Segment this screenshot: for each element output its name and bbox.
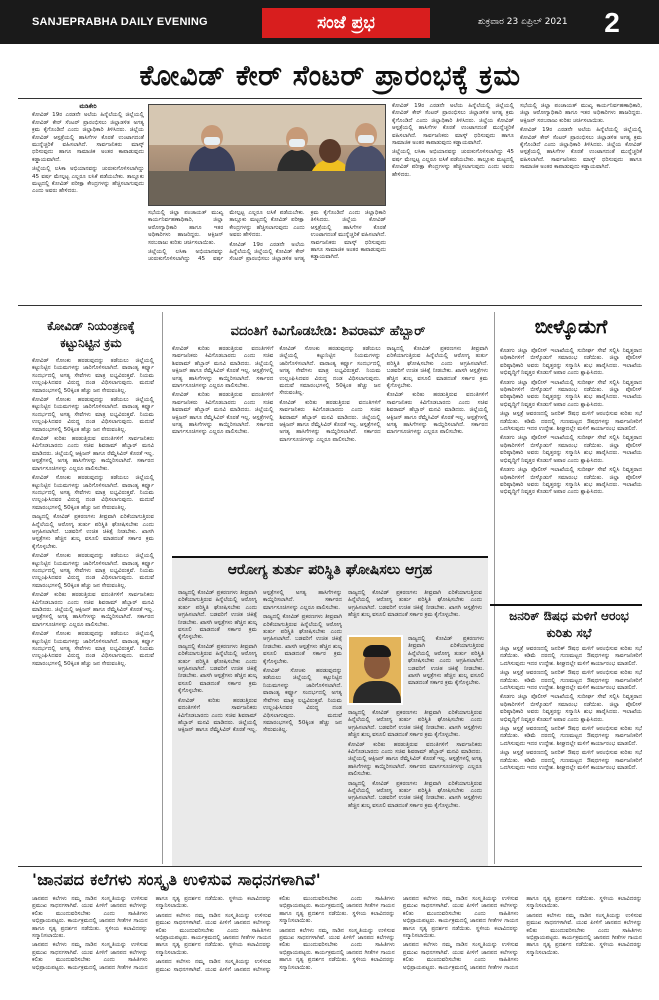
story-text: ಕೋವಿಡ್ ಕುರಿತು ಹರಡುತ್ತಿರುವ ವದಂತಿಗಳಿಗೆ ಸಾರ್ವಜನಿಕರು ಕಿವಿಗೊಡಬಾರದು ಎಂದು ಸಚಿವ ಶಿವರಾಮ್ ಹೆಬ್ಬಾರ್ ಮನವಿ ಮಾಡಿದರು. ಜಿಲ್ಲೆಯಲ್ಲಿ ಆಕ್ಸಿಜನ್ ಹಾಗೂ ರೆಮ್ಡೆಸಿವಿರ್ ಕೊರತೆ ಇಲ್ಲ. ಆಸ್ಪತ್ರೆಗಳಲ್ಲಿ ಅಗತ್ಯ ಹಾಸಿಗೆಗಳನ್ನು ಕಾಯ್ದಿರಿಸಲಾಗಿದೆ. ಸರ್ಕಾರದ ಮಾರ್ಗಸೂಚಿಗಳನ್ನು ಎಲ್ಲರೂ ಪಾಲಿಸಬೇಕು.: [172, 346, 274, 390]
story-text: ಜಿಲ್ಲಾ ಆಸ್ಪತ್ರೆ ಆವರಣದಲ್ಲಿ ಜನರಿಕ್ ಔಷಧ ಮಳಿಗೆ ಆರಂಭಿಸುವ ಕುರಿತು ಸಭೆ ನಡೆಯಿತು. ಕಡಿಮೆ ದರದಲ್ಲಿ ಗುಣಮಟ್ಟದ ಔಷಧಗಳನ್ನು ಸಾರ್ವಜನಿಕರಿಗೆ ಒದಗಿಸುವುದು ಇದರ ಉದ್ದೇಶ. ಶೀಘ್ರದಲ್ಲೇ ಮಳಿಗೆ ಕಾರ್ಯಾರಂಭ ಮಾಡಲಿದೆ.: [500, 411, 642, 433]
story-body-health-left: [178, 590, 342, 860]
paper-name: SANJEPRABHA DAILY EVENING: [32, 16, 208, 28]
photo-head: [319, 139, 341, 163]
lead-headline: ಕೋವಿಡ್ ಕೇರ್ ಸೆಂಟರ್ ಪ್ರಾರಂಭಕ್ಕೆ ಕ್ರಮ: [139, 59, 521, 92]
photo-mask: [289, 139, 305, 147]
story-body-rumours: [172, 346, 488, 550]
meeting-photo: [148, 104, 386, 206]
lead-body-mid: ಸಭೆಯಲ್ಲಿ ಜಿಲ್ಲಾ ಪಂಚಾಯತ್ ಮುಖ್ಯ ಕಾರ್ಯನಿರ್ವಹಣಾಧಿಕಾರಿ, ಜಿಲ್ಲಾ ಆರೋಗ್ಯಾಧಿಕಾರಿ ಹಾಗೂ ಇತರ ಅಧಿಕಾರಿಗಳು ಹಾಜರಿದ್ದರು. ಆಕ್ಸಿಜನ್ ಸರಬರಾಜು ಕುರಿತು ಚರ್ಚಿಸಲಾಯಿತು.: [148, 210, 224, 246]
story-text: ರಾಜ್ಯದಲ್ಲಿ ಕೋವಿಡ್ ಪ್ರಕರಣಗಳು ತೀವ್ರವಾಗಿ ಏರಿಕೆಯಾಗುತ್ತಿರುವ ಹಿನ್ನೆಲೆಯಲ್ಲಿ ಆರೋಗ್ಯ ತುರ್ತು ಪರಿಸ್ಥಿತಿ ಘೋಷಿಸಬೇಕು ಎಂದು ಆಗ್ರಹಿಸಲಾಗಿದೆ. ಬಡವರಿಗೆ ಉಚಿತ ಚಿಕಿತ್ಸೆ ನೀಡಬೇಕು. ಖಾಸಗಿ ಆಸ್ಪತ್ರೆಗಳು ಹೆಚ್ಚಿನ ಶುಲ್ಕ ವಸೂಲಿ ಮಾಡದಂತೆ ಸರ್ಕಾರ ಕ್ರಮ ಕೈಗೊಳ್ಳಬೇಕು.: [348, 780, 482, 809]
story-body-health-right-top: [348, 590, 482, 632]
story-text: ಕೋವಿಡ್ ಕುರಿತು ಹರಡುತ್ತಿರುವ ವದಂತಿಗಳಿಗೆ ಸಾರ್ವಜನಿಕರು ಕಿವಿಗೊಡಬಾರದು ಎಂದು ಸಚಿವ ಶಿವರಾಮ್ ಹೆಬ್ಬಾರ್ ಮನವಿ ಮಾಡಿದರು. ಜಿಲ್ಲೆಯಲ್ಲಿ ಆಕ್ಸಿಜನ್ ಹಾಗೂ ರೆಮ್ಡೆಸಿವಿರ್ ಕೊರತೆ ಇಲ್ಲ. ಆಸ್ಪತ್ರೆಗಳಲ್ಲಿ ಅಗತ್ಯ ಹಾಸಿಗೆಗಳನ್ನು ಕಾಯ್ದಿರಿಸಲಾಗಿದೆ. ಸರ್ಕಾರದ ಮಾರ್ಗಸೂಚಿಗಳನ್ನು ಎಲ್ಲರೂ ಪಾಲಿಸಬೇಕು.: [178, 590, 342, 734]
divider: [18, 98, 642, 99]
story-body-health-right-mid: [408, 636, 484, 706]
story-body-health-right-bottom: [348, 710, 482, 860]
lead-column-1: [32, 103, 144, 299]
story-text: ಕೊಡಗು ಜಿಲ್ಲಾ ಪೊಲೀಸ್ ಇಲಾಖೆಯಲ್ಲಿ ಸುದೀರ್ಘ ಸೇವೆ ಸಲ್ಲಿಸಿ ನಿವೃತ್ತರಾದ ಅಧಿಕಾರಿಗಳಿಗೆ ಬೀಳ್ಕೊಡುಗೆ ಸಮಾರಂಭ ನಡೆಯಿತು. ಜಿಲ್ಲಾ ಪೊಲೀಸ್ ವರಿಷ್ಠಾಧಿಕಾರಿ ಅವರು ನಿವೃತ್ತರನ್ನು ಸನ್ಮಾನಿಸಿ ಶುಭ ಹಾರೈಸಿದರು. ಇಲಾಖೆಯ ಅಭಿವೃದ್ಧಿಗೆ ನಿವೃತ್ತರ ಕೊಡುಗೆ ಅಪಾರ ಎಂದು ಶ್ಲಾಘಿಸಿದರು.: [500, 379, 642, 408]
lead-column-mid: [148, 210, 386, 300]
story-text: ಕೋವಿಡ್ ಕುರಿತು ಹರಡುತ್ತಿರುವ ವದಂತಿಗಳಿಗೆ ಸಾರ್ವಜನಿಕರು ಕಿವಿಗೊಡಬಾರದು ಎಂದು ಸಚಿವ ಶಿವರಾಮ್ ಹೆಬ್ಬಾರ್ ಮನವಿ ಮಾಡಿದರು. ಜಿಲ್ಲೆಯಲ್ಲಿ ಆಕ್ಸಿಜನ್ ಹಾಗೂ ರೆಮ್ಡೆಸಿವಿರ್ ಕೊರತೆ ಇಲ್ಲ. ಆಸ್ಪತ್ರೆಗಳಲ್ಲಿ ಅಗತ್ಯ ಹಾಸಿಗೆಗಳನ್ನು ಕಾಯ್ದಿರಿಸಲಾಗಿದೆ. ಸರ್ಕಾರದ ಮಾರ್ಗಸೂಚಿಗಳನ್ನು ಎಲ್ಲರೂ ಪಾಲಿಸಬೇಕು.: [348, 741, 482, 778]
story-text: ಕೋವಿಡ್ ಸೋಂಕು ಹರಡುವುದನ್ನು ತಡೆಯಲು ಜಿಲ್ಲೆಯಲ್ಲಿ ಕಟ್ಟುನಿಟ್ಟಿನ ನಿಯಮಗಳನ್ನು ಜಾರಿಗೊಳಿಸಲಾಗಿದೆ. ವಾರಾಂತ್ಯ ಕರ್ಫ್ಯೂ ಸಂದರ್ಭದಲ್ಲಿ ಅಗತ್ಯ ಸೇವೆಗಳು ಮಾತ್ರ ಲಭ್ಯವಿರುತ್ತವೆ. ನಿಯಮ ಉಲ್ಲಂಘಿಸಿದವರ ವಿರುದ್ಧ ದಂಡ ವಿಧಿಸಲಾಗುವುದು. ಮದುವೆ ಸಮಾರಂಭಗಳಲ್ಲಿ 50ಕ್ಕಿಂತ ಹೆಚ್ಚು ಜನ ಸೇರುವಂತಿಲ್ಲ.: [32, 631, 154, 667]
story-text: ಕೊಡಗು ಜಿಲ್ಲಾ ಪೊಲೀಸ್ ಇಲಾಖೆಯಲ್ಲಿ ಸುದೀರ್ಘ ಸೇವೆ ಸಲ್ಲಿಸಿ ನಿವೃತ್ತರಾದ ಅಧಿಕಾರಿಗಳಿಗೆ ಬೀಳ್ಕೊಡುಗೆ ಸಮಾರಂಭ ನಡೆಯಿತು. ಜಿಲ್ಲಾ ಪೊಲೀಸ್ ವರಿಷ್ಠಾಧಿಕಾರಿ ಅವರು ನಿವೃತ್ತರನ್ನು ಸನ್ಮಾನಿಸಿ ಶುಭ ಹಾರೈಸಿದರು. ಇಲಾಖೆಯ ಅಭಿವೃದ್ಧಿಗೆ ನಿವೃತ್ತರ ಕೊಡುಗೆ ಅಪಾರ ಎಂದು ಶ್ಲಾಘಿಸಿದರು.: [500, 348, 642, 377]
story-text: ಜಾನಪದ ಕಲೆಗಳು ನಮ್ಮ ನಾಡಿನ ಸಂಸ್ಕೃತಿಯನ್ನು ಉಳಿಸುವ ಪ್ರಮುಖ ಸಾಧನಗಳಾಗಿವೆ. ಯುವ ಪೀಳಿಗೆ ಜಾನಪದ ಕಲೆಗಳನ್ನು ಕಲಿತು ಮುಂದುವರಿಸಬೇಕು ಎಂದು ಸಾಹಿತಿಗಳು ಅಭಿಪ್ರಾಯಪಟ್ಟರು. ಕಾರ್ಯಕ್ರಮದಲ್ಲಿ ಜಾನಪದ ಗೀತೆಗಳ ಗಾಯನ ಹಾಗೂ ನೃತ್ಯ ಪ್ರದರ್ಶನ ನಡೆಯಿತು. ಸ್ಥಳೀಯ ಕಲಾವಿದರನ್ನು ಸನ್ಮಾನಿಸಲಾಯಿತು.: [402, 896, 519, 940]
story-body-generic-medicine: [500, 646, 642, 860]
photo-mask: [358, 135, 374, 143]
story-headline-generic-medicine: ಜನರಿಕ್ ಔಷಧ ಮಳಿಗೆ ಆರಂಭ ಕುರಿತು ಸಭೆ: [509, 609, 629, 640]
story-text: ಕೋವಿಡ್ ಕುರಿತು ಹರಡುತ್ತಿರುವ ವದಂತಿಗಳಿಗೆ ಸಾರ್ವಜನಿಕರು ಕಿವಿಗೊಡಬಾರದು ಎಂದು ಸಚಿವ ಶಿವರಾಮ್ ಹೆಬ್ಬಾರ್ ಮನವಿ ಮಾಡಿದರು. ಜಿಲ್ಲೆಯಲ್ಲಿ ಆಕ್ಸಿಜನ್ ಹಾಗೂ ರೆಮ್ಡೆಸಿವಿರ್ ಕೊರತೆ ಇಲ್ಲ. ಆಸ್ಪತ್ರೆಗಳಲ್ಲಿ ಅಗತ್ಯ ಹಾಸಿಗೆಗಳನ್ನು ಕಾಯ್ದಿರಿಸಲಾಗಿದೆ. ಸರ್ಕಾರದ ಮಾರ್ಗಸೂಚಿಗಳನ್ನು ಎಲ್ಲರೂ ಪಾಲಿಸಬೇಕು.: [32, 436, 154, 472]
story-text: ಜಾನಪದ ಕಲೆಗಳು ನಮ್ಮ ನಾಡಿನ ಸಂಸ್ಕೃತಿಯನ್ನು ಉಳಿಸುವ ಪ್ರಮುಖ ಸಾಧನಗಳಾಗಿವೆ. ಯುವ ಪೀಳಿಗೆ ಜಾನಪದ ಕಲೆಗಳನ್ನು ಕಲಿತು ಮುಂದುವರಿಸಬೇಕು ಎಂದು ಸಾಹಿತಿಗಳು ಅಭಿಪ್ರಾಯಪಟ್ಟರು. ಕಾರ್ಯಕ್ರಮದಲ್ಲಿ ಜಾನಪದ ಗೀತೆಗಳ ಗಾಯನ ಹಾಗೂ ನೃತ್ಯ ಪ್ರದರ್ಶನ ನಡೆಯಿತು. ಸ್ಥಳೀಯ ಕಲಾವಿದರನ್ನು ಸನ್ಮಾನಿಸಲಾಯಿತು.: [155, 912, 272, 956]
column-rule: [162, 312, 163, 864]
story-text: ಜಿಲ್ಲಾ ಆಸ್ಪತ್ರೆ ಆವರಣದಲ್ಲಿ ಜನರಿಕ್ ಔಷಧ ಮಳಿಗೆ ಆರಂಭಿಸುವ ಕುರಿತು ಸಭೆ ನಡೆಯಿತು. ಕಡಿಮೆ ದರದಲ್ಲಿ ಗುಣಮಟ್ಟದ ಔಷಧಗಳನ್ನು ಸಾರ್ವಜನಿಕರಿಗೆ ಒದಗಿಸುವುದು ಇದರ ಉದ್ದೇಶ. ಶೀಘ್ರದಲ್ಲೇ ಮಳಿಗೆ ಕಾರ್ಯಾರಂಭ ಮಾಡಲಿದೆ.: [500, 670, 642, 692]
story-text: ಕೋವಿಡ್ ಸೋಂಕು ಹರಡುವುದನ್ನು ತಡೆಯಲು ಜಿಲ್ಲೆಯಲ್ಲಿ ಕಟ್ಟುನಿಟ್ಟಿನ ನಿಯಮಗಳನ್ನು ಜಾರಿಗೊಳಿಸಲಾಗಿದೆ. ವಾರಾಂತ್ಯ ಕರ್ಫ್ಯೂ ಸಂದರ್ಭದಲ್ಲಿ ಅಗತ್ಯ ಸೇವೆಗಳು ಮಾತ್ರ ಲಭ್ಯವಿರುತ್ತವೆ. ನಿಯಮ ಉಲ್ಲಂಘಿಸಿದವರ ವಿರುದ್ಧ ದಂಡ ವಿಧಿಸಲಾಗುವುದು. ಮದುವೆ ಸಮಾರಂಭಗಳಲ್ಲಿ 50ಕ್ಕಿಂತ ಹೆಚ್ಚು ಜನ ಸೇರುವಂತಿಲ್ಲ.: [32, 358, 154, 394]
story-text: ಜಿಲ್ಲಾ ಆಸ್ಪತ್ರೆ ಆವರಣದಲ್ಲಿ ಜನರಿಕ್ ಔಷಧ ಮಳಿಗೆ ಆರಂಭಿಸುವ ಕುರಿತು ಸಭೆ ನಡೆಯಿತು. ಕಡಿಮೆ ದರದಲ್ಲಿ ಗುಣಮಟ್ಟದ ಔಷಧಗಳನ್ನು ಸಾರ್ವಜನಿಕರಿಗೆ ಒದಗಿಸುವುದು ಇದರ ಉದ್ದೇಶ. ಶೀಘ್ರದಲ್ಲೇ ಮಳಿಗೆ ಕಾರ್ಯಾರಂಭ ಮಾಡಲಿದೆ.: [500, 750, 642, 772]
story-text: ಜಾನಪದ ಕಲೆಗಳು ನಮ್ಮ ನಾಡಿನ ಸಂಸ್ಕೃತಿಯನ್ನು ಉಳಿಸುವ ಪ್ರಮುಖ ಸಾಧನಗಳಾಗಿವೆ. ಯುವ ಪೀಳಿಗೆ ಜಾನಪದ ಕಲೆಗಳನ್ನು ಕಲಿತು ಮುಂದುವರಿಸಬೇಕು ಎಂದು ಸಾಹಿತಿಗಳು ಅಭಿಪ್ರಾಯಪಟ್ಟರು. ಕಾರ್ಯಕ್ರಮದಲ್ಲಿ ಜಾನಪದ ಗೀತೆಗಳ ಗಾಯನ ಹಾಗೂ ನೃತ್ಯ ಪ್ರದರ್ಶನ ನಡೆಯಿತು. ಸ್ಥಳೀಯ ಕಲಾವಿದರನ್ನು ಸನ್ಮಾನಿಸಲಾಯಿತು.: [32, 896, 148, 940]
story-text: ಕೊಡಗು ಜಿಲ್ಲಾ ಪೊಲೀಸ್ ಇಲಾಖೆಯಲ್ಲಿ ಸುದೀರ್ಘ ಸೇವೆ ಸಲ್ಲಿಸಿ ನಿವೃತ್ತರಾದ ಅಧಿಕಾರಿಗಳಿಗೆ ಬೀಳ್ಕೊಡುಗೆ ಸಮಾರಂಭ ನಡೆಯಿತು. ಜಿಲ್ಲಾ ಪೊಲೀಸ್ ವರಿಷ್ಠಾಧಿಕಾರಿ ಅವರು ನಿವೃತ್ತರನ್ನು ಸನ್ಮಾನಿಸಿ ಶುಭ ಹಾರೈಸಿದರು. ಇಲಾಖೆಯ ಅಭಿವೃದ್ಧಿಗೆ ನಿವೃತ್ತರ ಕೊಡುಗೆ ಅಪಾರ ಎಂದು ಶ್ಲಾಘಿಸಿದರು.: [500, 694, 642, 723]
story-text: ರಾಜ್ಯದಲ್ಲಿ ಕೋವಿಡ್ ಪ್ರಕರಣಗಳು ತೀವ್ರವಾಗಿ ಏರಿಕೆಯಾಗುತ್ತಿರುವ ಹಿನ್ನೆಲೆಯಲ್ಲಿ ಆರೋಗ್ಯ ತುರ್ತು ಪರಿಸ್ಥಿತಿ ಘೋಷಿಸಬೇಕು ಎಂದು ಆಗ್ರಹಿಸಲಾಗಿದೆ. ಬಡವರಿಗೆ ಉಚಿತ ಚಿಕಿತ್ಸೆ ನೀಡಬೇಕು. ಖಾಸಗಿ ಆಸ್ಪತ್ರೆಗಳು ಹೆಚ್ಚಿನ ಶುಲ್ಕ ವಸೂಲಿ ಮಾಡದಂತೆ ಸರ್ಕಾರ ಕ್ರಮ ಕೈಗೊಳ್ಳಬೇಕು.: [263, 614, 342, 665]
lead-column-right: [392, 103, 642, 299]
photo-mask: [204, 137, 220, 145]
story-text: ರಾಜ್ಯದಲ್ಲಿ ಕೋವಿಡ್ ಪ್ರಕರಣಗಳು ತೀವ್ರವಾಗಿ ಏರಿಕೆಯಾಗುತ್ತಿರುವ ಹಿನ್ನೆಲೆಯಲ್ಲಿ ಆರೋಗ್ಯ ತುರ್ತು ಪರಿಸ್ಥಿತಿ ಘೋಷಿಸಬೇಕು ಎಂದು ಆಗ್ರಹಿಸಲಾಗಿದೆ. ಬಡವರಿಗೆ ಉಚಿತ ಚಿಕಿತ್ಸೆ ನೀಡಬೇಕು. ಖಾಸಗಿ ಆಸ್ಪತ್ರೆಗಳು ಹೆಚ್ಚಿನ ಶುಲ್ಕ ವಸೂಲಿ ಮಾಡದಂತೆ ಸರ್ಕಾರ ಕ್ರಮ ಕೈಗೊಳ್ಳಬೇಕು.: [348, 590, 482, 619]
story-body-folk-arts: [32, 896, 642, 992]
story-text: ಜಾನಪದ ಕಲೆಗಳು ನಮ್ಮ ನಾಡಿನ ಸಂಸ್ಕೃತಿಯನ್ನು ಉಳಿಸುವ ಪ್ರಮುಖ ಸಾಧನಗಳಾಗಿವೆ. ಯುವ ಪೀಳಿಗೆ ಜಾನಪದ ಕಲೆಗಳನ್ನು ಕಲಿತು ಮುಂದುವರಿಸಬೇಕು ಎಂದು ಸಾಹಿತಿಗಳು ಅಭಿಪ್ರಾಯಪಟ್ಟರು. ಕಾರ್ಯಕ್ರಮದಲ್ಲಿ ಜಾನಪದ ಗೀತೆಗಳ ಗಾಯನ ಹಾಗೂ ನೃತ್ಯ ಪ್ರದರ್ಶನ ನಡೆಯಿತು. ಸ್ಥಳೀಯ ಕಲಾವಿದರನ್ನು ಸನ್ಮಾನಿಸಲಾಯಿತು.: [526, 912, 642, 956]
story-text: ರಾಜ್ಯದಲ್ಲಿ ಕೋವಿಡ್ ಪ್ರಕರಣಗಳು ತೀವ್ರವಾಗಿ ಏರಿಕೆಯಾಗುತ್ತಿರುವ ಹಿನ್ನೆಲೆಯಲ್ಲಿ ಆರೋಗ್ಯ ತುರ್ತು ಪರಿಸ್ಥಿತಿ ಘೋಷಿಸಬೇಕು ಎಂದು ಆಗ್ರಹಿಸಲಾಗಿದೆ. ಬಡವರಿಗೆ ಉಚಿತ ಚಿಕಿತ್ಸೆ ನೀಡಬೇಕು. ಖಾಸಗಿ ಆಸ್ಪತ್ರೆಗಳು ಹೆಚ್ಚಿನ ಶುಲ್ಕ ವಸೂಲಿ ಮಾಡದಂತೆ ಸರ್ಕಾರ ಕ್ರಮ ಕೈಗೊಳ್ಳಬೇಕು.: [32, 514, 154, 550]
story-text: ಕೊಡಗು ಜಿಲ್ಲಾ ಪೊಲೀಸ್ ಇಲಾಖೆಯಲ್ಲಿ ಸುದೀರ್ಘ ಸೇವೆ ಸಲ್ಲಿಸಿ ನಿವೃತ್ತರಾದ ಅಧಿಕಾರಿಗಳಿಗೆ ಬೀಳ್ಕೊಡುಗೆ ಸಮಾರಂಭ ನಡೆಯಿತು. ಜಿಲ್ಲಾ ಪೊಲೀಸ್ ವರಿಷ್ಠಾಧಿಕಾರಿ ಅವರು ನಿವೃತ್ತರನ್ನು ಸನ್ಮಾನಿಸಿ ಶುಭ ಹಾರೈಸಿದರು. ಇಲಾಖೆಯ ಅಭಿವೃದ್ಧಿಗೆ ನಿವೃತ್ತರ ಕೊಡುಗೆ ಅಪಾರ ಎಂದು ಶ್ಲಾಘಿಸಿದರು.: [500, 467, 642, 496]
story-headline-covid-rules: ಕೋವಿಡ್ ನಿಯಂತ್ರಣಕ್ಕೆ ಕಟ್ಟುನಿಟ್ಟಿನ ಕ್ರಮ: [47, 319, 135, 350]
portrait-shirt: [353, 681, 401, 705]
lead-body-mid-3: ಕೋವಿಡ್ 19ರ ಎರಡನೇ ಅಲೆಯ ಹಿನ್ನೆಲೆಯಲ್ಲಿ ಜಿಲ್ಲೆಯಲ್ಲಿ ಕೋವಿಡ್ ಕೇರ್ ಸೆಂಟರ್ ಪ್ರಾರಂಭಿಸಲು ಜಿಲ್ಲಾಡಳಿತ ಅಗತ್ಯ ಕ್ರಮ ಕೈಗೊಂಡಿದೆ ಎಂದು ಜಿಲ್ಲಾಧಿಕಾರಿ ತಿಳಿಸಿದರು. ಜಿಲ್ಲೆಯ ಕೋವಿಡ್ ಆಸ್ಪತ್ರೆಯಲ್ಲಿ ಹಾಸಿಗೆಗಳ ಕೊರತೆ ಉಂಟಾಗದಂತೆ ಮುನ್ನೆಚ್ಚರಿಕೆ ವಹಿಸಲಾಗಿದೆ. ಸಾರ್ವಜನಿಕರು ಮಾಸ್ಕ್ ಧರಿಸುವುದು ಹಾಗೂ ಸಾಮಾಜಿಕ ಅಂತರ ಕಾಪಾಡುವುದು ಕಡ್ಡಾಯವಾಗಿದೆ.: [229, 210, 386, 263]
logo-text: ಸಂಜೆ ಪ್ರಭ: [317, 13, 375, 33]
story-text: ಕೊಡಗು ಜಿಲ್ಲಾ ಪೊಲೀಸ್ ಇಲಾಖೆಯಲ್ಲಿ ಸುದೀರ್ಘ ಸೇವೆ ಸಲ್ಲಿಸಿ ನಿವೃತ್ತರಾದ ಅಧಿಕಾರಿಗಳಿಗೆ ಬೀಳ್ಕೊಡುಗೆ ಸಮಾರಂಭ ನಡೆಯಿತು. ಜಿಲ್ಲಾ ಪೊಲೀಸ್ ವರಿಷ್ಠಾಧಿಕಾರಿ ಅವರು ನಿವೃತ್ತರನ್ನು ಸನ್ಮಾನಿಸಿ ಶುಭ ಹಾರೈಸಿದರು. ಇಲಾಖೆಯ ಅಭಿವೃದ್ಧಿಗೆ ನಿವೃತ್ತರ ಕೊಡುಗೆ ಅಪಾರ ಎಂದು ಶ್ಲಾಘಿಸಿದರು.: [500, 435, 642, 464]
column-rule: [494, 312, 495, 864]
lead-body-right: ಕೋವಿಡ್ 19ರ ಎರಡನೇ ಅಲೆಯ ಹಿನ್ನೆಲೆಯಲ್ಲಿ ಜಿಲ್ಲೆಯಲ್ಲಿ ಕೋವಿಡ್ ಕೇರ್ ಸೆಂಟರ್ ಪ್ರಾರಂಭಿಸಲು ಜಿಲ್ಲಾಡಳಿತ ಅಗತ್ಯ ಕ್ರಮ ಕೈಗೊಂಡಿದೆ ಎಂದು ಜಿಲ್ಲಾಧಿಕಾರಿ ತಿಳಿಸಿದರು. ಜಿಲ್ಲೆಯ ಕೋವಿಡ್ ಆಸ್ಪತ್ರೆಯಲ್ಲಿ ಹಾಸಿಗೆಗಳ ಕೊರತೆ ಉಂಟಾಗದಂತೆ ಮುನ್ನೆಚ್ಚರಿಕೆ ವಹಿಸಲಾಗಿದೆ. ಸಾರ್ವಜನಿಕರು ಮಾಸ್ಕ್ ಧರಿಸುವುದು ಹಾಗೂ ಸಾಮಾಜಿಕ ಅಂತರ ಕಾಪಾಡುವುದು ಕಡ್ಡಾಯವಾಗಿದೆ.: [392, 103, 514, 147]
lead-body-mid-2: ಜಿಲ್ಲೆಯಲ್ಲಿ ಲಸಿಕಾ ಅಭಿಯಾನವನ್ನು ಚುರುಕುಗೊಳಿಸಲಾಗಿದ್ದು 45 ವರ್ಷ ಮೇಲ್ಪಟ್ಟ ಎಲ್ಲರೂ ಲಸಿಕೆ ಪಡೆಯಬೇಕು. ತಾಲ್ಲೂಕು ಮಟ್ಟದಲ್ಲಿ ಕೋವಿಡ್ ಪರೀಕ್ಷಾ ಕೇಂದ್ರಗಳನ್ನು ಹೆಚ್ಚಿಸಲಾಗುವುದು ಎಂದು ಅವರು ಹೇಳಿದರು.: [148, 210, 305, 263]
page-number: 2: [604, 7, 620, 38]
story-text: ಜಿಲ್ಲಾ ಆಸ್ಪತ್ರೆ ಆವರಣದಲ್ಲಿ ಜನರಿಕ್ ಔಷಧ ಮಳಿಗೆ ಆರಂಭಿಸುವ ಕುರಿತು ಸಭೆ ನಡೆಯಿತು. ಕಡಿಮೆ ದರದಲ್ಲಿ ಗುಣಮಟ್ಟದ ಔಷಧಗಳನ್ನು ಸಾರ್ವಜನಿಕರಿಗೆ ಒದಗಿಸುವುದು ಇದರ ಉದ್ದೇಶ. ಶೀಘ್ರದಲ್ಲೇ ಮಳಿಗೆ ಕಾರ್ಯಾರಂಭ ಮಾಡಲಿದೆ.: [500, 726, 642, 747]
masthead: [0, 0, 659, 44]
story-text: ರಾಜ್ಯದಲ್ಲಿ ಕೋವಿಡ್ ಪ್ರಕರಣಗಳು ತೀವ್ರವಾಗಿ ಏರಿಕೆಯಾಗುತ್ತಿರುವ ಹಿನ್ನೆಲೆಯಲ್ಲಿ ಆರೋಗ್ಯ ತುರ್ತು ಪರಿಸ್ಥಿತಿ ಘೋಷಿಸಬೇಕು ಎಂದು ಆಗ್ರಹಿಸಲಾಗಿದೆ. ಬಡವರಿಗೆ ಉಚಿತ ಚಿಕಿತ್ಸೆ ನೀಡಬೇಕು. ಖಾಸಗಿ ಆಸ್ಪತ್ರೆಗಳು ಹೆಚ್ಚಿನ ಶುಲ್ಕ ವಸೂಲಿ ಮಾಡದಂತೆ ಸರ್ಕಾರ ಕ್ರಮ ಕೈಗೊಳ್ಳಬೇಕು.: [386, 346, 488, 390]
story-text: ಕೋವಿಡ್ ಕುರಿತು ಹರಡುತ್ತಿರುವ ವದಂತಿಗಳಿಗೆ ಸಾರ್ವಜನಿಕರು ಕಿವಿಗೊಡಬಾರದು ಎಂದು ಸಚಿವ ಶಿವರಾಮ್ ಹೆಬ್ಬಾರ್ ಮನವಿ ಮಾಡಿದರು. ಜಿಲ್ಲೆಯಲ್ಲಿ ಆಕ್ಸಿಜನ್ ಹಾಗೂ ರೆಮ್ಡೆಸಿವಿರ್ ಕೊರತೆ ಇಲ್ಲ. ಆಸ್ಪತ್ರೆಗಳಲ್ಲಿ ಅಗತ್ಯ ಹಾಸಿಗೆಗಳನ್ನು ಕಾಯ್ದಿರಿಸಲಾಗಿದೆ. ಸರ್ಕಾರದ ಮಾರ್ಗಸೂಚಿಗಳನ್ನು ಎಲ್ಲರೂ ಪಾಲಿಸಬೇಕು.: [386, 392, 488, 436]
author-portrait: [347, 635, 403, 705]
story-text: ಕೋವಿಡ್ ಕುರಿತು ಹರಡುತ್ತಿರುವ ವದಂತಿಗಳಿಗೆ ಸಾರ್ವಜನಿಕರು ಕಿವಿಗೊಡಬಾರದು ಎಂದು ಸಚಿವ ಶಿವರಾಮ್ ಹೆಬ್ಬಾರ್ ಮನವಿ ಮಾಡಿದರು. ಜಿಲ್ಲೆಯಲ್ಲಿ ಆಕ್ಸಿಜನ್ ಹಾಗೂ ರೆಮ್ಡೆಸಿವಿರ್ ಕೊರತೆ ಇಲ್ಲ. ಆಸ್ಪತ್ರೆಗಳಲ್ಲಿ ಅಗತ್ಯ ಹಾಸಿಗೆಗಳನ್ನು ಕಾಯ್ದಿರಿಸಲಾಗಿದೆ. ಸರ್ಕಾರದ ಮಾರ್ಗಸೂಚಿಗಳನ್ನು ಎಲ್ಲರೂ ಪಾಲಿಸಬೇಕು.: [172, 392, 274, 436]
story-headline-health: ಆರೋಗ್ಯ ತುರ್ತು ಪರಿಸ್ಥಿತಿ ಘೋಷಿಸಲು ಆಗ್ರಹ: [227, 562, 433, 578]
photo-table: [149, 171, 385, 206]
story-text: ಕೋವಿಡ್ ಕುರಿತು ಹರಡುತ್ತಿರುವ ವದಂತಿಗಳಿಗೆ ಸಾರ್ವಜನಿಕರು ಕಿವಿಗೊಡಬಾರದು ಎಂದು ಸಚಿವ ಶಿವರಾಮ್ ಹೆಬ್ಬಾರ್ ಮನವಿ ಮಾಡಿದರು. ಜಿಲ್ಲೆಯಲ್ಲಿ ಆಕ್ಸಿಜನ್ ಹಾಗೂ ರೆಮ್ಡೆಸಿವಿರ್ ಕೊರತೆ ಇಲ್ಲ. ಆಸ್ಪತ್ರೆಗಳಲ್ಲಿ ಅಗತ್ಯ ಹಾಸಿಗೆಗಳನ್ನು ಕಾಯ್ದಿರಿಸಲಾಗಿದೆ. ಸರ್ಕಾರದ ಮಾರ್ಗಸೂಚಿಗಳನ್ನು ಎಲ್ಲರೂ ಪಾಲಿಸಬೇಕು.: [32, 592, 154, 628]
lead-body-right-2: ಜಿಲ್ಲೆಯಲ್ಲಿ ಲಸಿಕಾ ಅಭಿಯಾನವನ್ನು ಚುರುಕುಗೊಳಿಸಲಾಗಿದ್ದು 45 ವರ್ಷ ಮೇಲ್ಪಟ್ಟ ಎಲ್ಲರೂ ಲಸಿಕೆ ಪಡೆಯಬೇಕು. ತಾಲ್ಲೂಕು ಮಟ್ಟದಲ್ಲಿ ಕೋವಿಡ್ ಪರೀಕ್ಷಾ ಕೇಂದ್ರಗಳನ್ನು ಹೆಚ್ಚಿಸಲಾಗುವುದು ಎಂದು ಅವರು ಹೇಳಿದರು.: [392, 149, 514, 178]
issue-date: ಶುಕ್ರವಾರ 23 ಏಪ್ರಿಲ್ 2021: [478, 17, 568, 27]
story-text: ಜಾನಪದ ಕಲೆಗಳು ನಮ್ಮ ನಾಡಿನ ಸಂಸ್ಕೃತಿಯನ್ನು ಉಳಿಸುವ ಪ್ರಮುಖ ಸಾಧನಗಳಾಗಿವೆ. ಯುವ ಪೀಳಿಗೆ ಜಾನಪದ ಕಲೆಗಳನ್ನು ಕಲಿತು ಮುಂದುವರಿಸಬೇಕು ಎಂದು ಸಾಹಿತಿಗಳು ಅಭಿಪ್ರಾಯಪಟ್ಟರು. ಕಾರ್ಯಕ್ರಮದಲ್ಲಿ ಜಾನಪದ ಗೀತೆಗಳ ಗಾಯನ ಹಾಗೂ ನೃತ್ಯ ಪ್ರದರ್ಶನ ನಡೆಯಿತು. ಸ್ಥಳೀಯ ಕಲಾವಿದರನ್ನು ಸನ್ಮಾನಿಸಲಾಯಿತು.: [279, 927, 395, 971]
story-text: ಕೋವಿಡ್ ಸೋಂಕು ಹರಡುವುದನ್ನು ತಡೆಯಲು ಜಿಲ್ಲೆಯಲ್ಲಿ ಕಟ್ಟುನಿಟ್ಟಿನ ನಿಯಮಗಳನ್ನು ಜಾರಿಗೊಳಿಸಲಾಗಿದೆ. ವಾರಾಂತ್ಯ ಕರ್ಫ್ಯೂ ಸಂದರ್ಭದಲ್ಲಿ ಅಗತ್ಯ ಸೇವೆಗಳು ಮಾತ್ರ ಲಭ್ಯವಿರುತ್ತವೆ. ನಿಯಮ ಉಲ್ಲಂಘಿಸಿದವರ ವಿರುದ್ಧ ದಂಡ ವಿಧಿಸಲಾಗುವುದು. ಮದುವೆ ಸಮಾರಂಭಗಳಲ್ಲಿ 50ಕ್ಕಿಂತ ಹೆಚ್ಚು ಜನ ಸೇರುವಂತಿಲ್ಲ.: [32, 553, 154, 589]
story-text: ಜಾನಪದ ಕಲೆಗಳು ನಮ್ಮ ನಾಡಿನ ಸಂಸ್ಕೃತಿಯನ್ನು ಉಳಿಸುವ ಪ್ರಮುಖ ಸಾಧನಗಳಾಗಿವೆ. ಯುವ ಪೀಳಿಗೆ ಜಾನಪದ ಕಲೆಗಳನ್ನು ಕಲಿತು ಮುಂದುವರಿಸಬೇಕು ಎಂದು ಸಾಹಿತಿಗಳು ಅಭಿಪ್ರಾಯಪಟ್ಟರು. ಕಾರ್ಯಕ್ರಮದಲ್ಲಿ ಜಾನಪದ ಗೀತೆಗಳ ಗಾಯನ ಹಾಗೂ ನೃತ್ಯ ಪ್ರದರ್ಶನ ನಡೆಯಿತು. ಸ್ಥಳೀಯ ಕಲಾವಿದರನ್ನು ಸನ್ಮಾನಿಸಲಾಯಿತು.: [155, 896, 395, 973]
story-body-farewell: [500, 348, 642, 598]
lead-body-1b: ಜಿಲ್ಲೆಯಲ್ಲಿ ಲಸಿಕಾ ಅಭಿಯಾನವನ್ನು ಚುರುಕುಗೊಳಿಸಲಾಗಿದ್ದು 45 ವರ್ಷ ಮೇಲ್ಪಟ್ಟ ಎಲ್ಲರೂ ಲಸಿಕೆ ಪಡೆಯಬೇಕು. ತಾಲ್ಲೂಕು ಮಟ್ಟದಲ್ಲಿ ಕೋವಿಡ್ ಪರೀಕ್ಷಾ ಕೇಂದ್ರಗಳನ್ನು ಹೆಚ್ಚಿಸಲಾಗುವುದು ಎಂದು ಅವರು ಹೇಳಿದರು.: [32, 166, 144, 195]
story-text: ಜಾನಪದ ಕಲೆಗಳು ನಮ್ಮ ನಾಡಿನ ಸಂಸ್ಕೃತಿಯನ್ನು ಉಳಿಸುವ ಪ್ರಮುಖ ಸಾಧನಗಳಾಗಿವೆ. ಯುವ ಪೀಳಿಗೆ ಜಾನಪದ ಕಲೆಗಳನ್ನು ಕಲಿತು ಮುಂದುವರಿಸಬೇಕು ಎಂದು ಸಾಹಿತಿಗಳು ಅಭಿಪ್ರಾಯಪಟ್ಟರು. ಕಾರ್ಯಕ್ರಮದಲ್ಲಿ ಜಾನಪದ ಗೀತೆಗಳ ಗಾಯನ ಹಾಗೂ ನೃತ್ಯ ಪ್ರದರ್ಶನ ನಡೆಯಿತು. ಸ್ಥಳೀಯ ಕಲಾವಿದರನ್ನು ಸನ್ಮಾನಿಸಲಾಯಿತು.: [402, 896, 642, 971]
lead-body-right-3: ಸಭೆಯಲ್ಲಿ ಜಿಲ್ಲಾ ಪಂಚಾಯತ್ ಮುಖ್ಯ ಕಾರ್ಯನಿರ್ವಹಣಾಧಿಕಾರಿ, ಜಿಲ್ಲಾ ಆರೋಗ್ಯಾಧಿಕಾರಿ ಹಾಗೂ ಇತರ ಅಧಿಕಾರಿಗಳು ಹಾಜರಿದ್ದರು. ಆಕ್ಸಿಜನ್ ಸರಬರಾಜು ಕುರಿತು ಚರ್ಚಿಸಲಾಯಿತು.: [520, 103, 642, 124]
portrait-hair: [363, 645, 391, 657]
story-text: ಕೋವಿಡ್ ಕುರಿತು ಹರಡುತ್ತಿರುವ ವದಂತಿಗಳಿಗೆ ಸಾರ್ವಜನಿಕರು ಕಿವಿಗೊಡಬಾರದು ಎಂದು ಸಚಿವ ಶಿವರಾಮ್ ಹೆಬ್ಬಾರ್ ಮನವಿ ಮಾಡಿದರು. ಜಿಲ್ಲೆಯಲ್ಲಿ ಆಕ್ಸಿಜನ್ ಹಾಗೂ ರೆಮ್ಡೆಸಿವಿರ್ ಕೊರತೆ ಇಲ್ಲ. ಆಸ್ಪತ್ರೆಗಳಲ್ಲಿ ಅಗತ್ಯ ಹಾಸಿಗೆಗಳನ್ನು ಕಾಯ್ದಿರಿಸಲಾಗಿದೆ. ಸರ್ಕಾರದ ಮಾರ್ಗಸೂಚಿಗಳನ್ನು ಎಲ್ಲರೂ ಪಾಲಿಸಬೇಕು.: [279, 399, 381, 443]
story-headline-rumours: ವದಂತಿಗೆ ಕಿವಿಗೊಡಬೇಡಿ: ಶಿವರಾಮ್ ಹೆಬ್ಬಾರ್: [230, 324, 426, 339]
story-text: ಕೋವಿಡ್ ಸೋಂಕು ಹರಡುವುದನ್ನು ತಡೆಯಲು ಜಿಲ್ಲೆಯಲ್ಲಿ ಕಟ್ಟುನಿಟ್ಟಿನ ನಿಯಮಗಳನ್ನು ಜಾರಿಗೊಳಿಸಲಾಗಿದೆ. ವಾರಾಂತ್ಯ ಕರ್ಫ್ಯೂ ಸಂದರ್ಭದಲ್ಲಿ ಅಗತ್ಯ ಸೇವೆಗಳು ಮಾತ್ರ ಲಭ್ಯವಿರುತ್ತವೆ. ನಿಯಮ ಉಲ್ಲಂಘಿಸಿದವರ ವಿರುದ್ಧ ದಂಡ ವಿಧಿಸಲಾಗುವುದು. ಮದುವೆ ಸಮಾರಂಭಗಳಲ್ಲಿ 50ಕ್ಕಿಂತ ಹೆಚ್ಚು ಜನ ಸೇರುವಂತಿಲ್ಲ.: [279, 346, 381, 397]
lead-body-1: ಕೋವಿಡ್ 19ರ ಎರಡನೇ ಅಲೆಯ ಹಿನ್ನೆಲೆಯಲ್ಲಿ ಜಿಲ್ಲೆಯಲ್ಲಿ ಕೋವಿಡ್ ಕೇರ್ ಸೆಂಟರ್ ಪ್ರಾರಂಭಿಸಲು ಜಿಲ್ಲಾಡಳಿತ ಅಗತ್ಯ ಕ್ರಮ ಕೈಗೊಂಡಿದೆ ಎಂದು ಜಿಲ್ಲಾಧಿಕಾರಿ ತಿಳಿಸಿದರು. ಜಿಲ್ಲೆಯ ಕೋವಿಡ್ ಆಸ್ಪತ್ರೆಯಲ್ಲಿ ಹಾಸಿಗೆಗಳ ಕೊರತೆ ಉಂಟಾಗದಂತೆ ಮುನ್ನೆಚ್ಚರಿಕೆ ವಹಿಸಲಾಗಿದೆ. ಸಾರ್ವಜನಿಕರು ಮಾಸ್ಕ್ ಧರಿಸುವುದು ಹಾಗೂ ಸಾಮಾಜಿಕ ಅಂತರ ಕಾಪಾಡುವುದು ಕಡ್ಡಾಯವಾಗಿದೆ.: [32, 112, 144, 163]
story-headline-farewell: ಬೀಳ್ಕೊಡುಗೆ: [534, 316, 608, 338]
divider: [18, 866, 642, 867]
story-text: ಜಾನಪದ ಕಲೆಗಳು ನಮ್ಮ ನಾಡಿನ ಸಂಸ್ಕೃತಿಯನ್ನು ಉಳಿಸುವ ಪ್ರಮುಖ ಸಾಧನಗಳಾಗಿವೆ. ಯುವ ಪೀಳಿಗೆ ಜಾನಪದ ಕಲೆಗಳನ್ನು ಕಲಿತು ಮುಂದುವರಿಸಬೇಕು ಎಂದು ಸಾಹಿತಿಗಳು ಅಭಿಪ್ರಾಯಪಟ್ಟರು. ಕಾರ್ಯಕ್ರಮದಲ್ಲಿ ಜಾನಪದ ಗೀತೆಗಳ ಗಾಯನ ಹಾಗೂ ನೃತ್ಯ ಪ್ರದರ್ಶನ ನಡೆಯಿತು. ಸ್ಥಳೀಯ ಕಲಾವಿದರನ್ನು ಸನ್ಮಾನಿಸಲಾಯಿತು.: [32, 896, 272, 971]
story-text: ಜಿಲ್ಲಾ ಆಸ್ಪತ್ರೆ ಆವರಣದಲ್ಲಿ ಜನರಿಕ್ ಔಷಧ ಮಳಿಗೆ ಆರಂಭಿಸುವ ಕುರಿತು ಸಭೆ ನಡೆಯಿತು. ಕಡಿಮೆ ದರದಲ್ಲಿ ಗುಣಮಟ್ಟದ ಔಷಧಗಳನ್ನು ಸಾರ್ವಜನಿಕರಿಗೆ ಒದಗಿಸುವುದು ಇದರ ಉದ್ದೇಶ. ಶೀಘ್ರದಲ್ಲೇ ಮಳಿಗೆ ಕಾರ್ಯಾರಂಭ ಮಾಡಲಿದೆ.: [500, 646, 642, 667]
story-text: ಕೋವಿಡ್ ಸೋಂಕು ಹರಡುವುದನ್ನು ತಡೆಯಲು ಜಿಲ್ಲೆಯಲ್ಲಿ ಕಟ್ಟುನಿಟ್ಟಿನ ನಿಯಮಗಳನ್ನು ಜಾರಿಗೊಳಿಸಲಾಗಿದೆ. ವಾರಾಂತ್ಯ ಕರ್ಫ್ಯೂ ಸಂದರ್ಭದಲ್ಲಿ ಅಗತ್ಯ ಸೇವೆಗಳು ಮಾತ್ರ ಲಭ್ಯವಿರುತ್ತವೆ. ನಿಯಮ ಉಲ್ಲಂಘಿಸಿದವರ ವಿರುದ್ಧ ದಂಡ ವಿಧಿಸಲಾಗುವುದು. ಮದುವೆ ಸಮಾರಂಭಗಳಲ್ಲಿ 50ಕ್ಕಿಂತ ಹೆಚ್ಚು ಜನ ಸೇರುವಂತಿಲ್ಲ.: [32, 397, 154, 433]
story-text: ರಾಜ್ಯದಲ್ಲಿ ಕೋವಿಡ್ ಪ್ರಕರಣಗಳು ತೀವ್ರವಾಗಿ ಏರಿಕೆಯಾಗುತ್ತಿರುವ ಹಿನ್ನೆಲೆಯಲ್ಲಿ ಆರೋಗ್ಯ ತುರ್ತು ಪರಿಸ್ಥಿತಿ ಘೋಷಿಸಬೇಕು ಎಂದು ಆಗ್ರಹಿಸಲಾಗಿದೆ. ಬಡವರಿಗೆ ಉಚಿತ ಚಿಕಿತ್ಸೆ ನೀಡಬೇಕು. ಖಾಸಗಿ ಆಸ್ಪತ್ರೆಗಳು ಹೆಚ್ಚಿನ ಶುಲ್ಕ ವಸೂಲಿ ಮಾಡದಂತೆ ಸರ್ಕಾರ ಕ್ರಮ ಕೈಗೊಳ್ಳಬೇಕು.: [348, 710, 482, 739]
story-text: ರಾಜ್ಯದಲ್ಲಿ ಕೋವಿಡ್ ಪ್ರಕರಣಗಳು ತೀವ್ರವಾಗಿ ಏರಿಕೆಯಾಗುತ್ತಿರುವ ಹಿನ್ನೆಲೆಯಲ್ಲಿ ಆರೋಗ್ಯ ತುರ್ತು ಪರಿಸ್ಥಿತಿ ಘೋಷಿಸಬೇಕು ಎಂದು ಆಗ್ರಹಿಸಲಾಗಿದೆ. ಬಡವರಿಗೆ ಉಚಿತ ಚಿಕಿತ್ಸೆ ನೀಡಬೇಕು. ಖಾಸಗಿ ಆಸ್ಪತ್ರೆಗಳು ಹೆಚ್ಚಿನ ಶುಲ್ಕ ವಸೂಲಿ ಮಾಡದಂತೆ ಸರ್ಕಾರ ಕ್ರಮ ಕೈಗೊಳ್ಳಬೇಕು.: [178, 643, 257, 695]
story-body-covid-rules: [32, 358, 154, 858]
story-text: ರಾಜ್ಯದಲ್ಲಿ ಕೋವಿಡ್ ಪ್ರಕರಣಗಳು ತೀವ್ರವಾಗಿ ಏರಿಕೆಯಾಗುತ್ತಿರುವ ಹಿನ್ನೆಲೆಯಲ್ಲಿ ಆರೋಗ್ಯ ತುರ್ತು ಪರಿಸ್ಥಿತಿ ಘೋಷಿಸಬೇಕು ಎಂದು ಆಗ್ರಹಿಸಲಾಗಿದೆ. ಬಡವರಿಗೆ ಉಚಿತ ಚಿಕಿತ್ಸೆ ನೀಡಬೇಕು. ಖಾಸಗಿ ಆಸ್ಪತ್ರೆಗಳು ಹೆಚ್ಚಿನ ಶುಲ್ಕ ವಸೂಲಿ ಮಾಡದಂತೆ ಸರ್ಕಾರ ಕ್ರಮ ಕೈಗೊಳ್ಳಬೇಕು.: [178, 590, 257, 641]
story-text: ಕೋವಿಡ್ ಸೋಂಕು ಹರಡುವುದನ್ನು ತಡೆಯಲು ಜಿಲ್ಲೆಯಲ್ಲಿ ಕಟ್ಟುನಿಟ್ಟಿನ ನಿಯಮಗಳನ್ನು ಜಾರಿಗೊಳಿಸಲಾಗಿದೆ. ವಾರಾಂತ್ಯ ಕರ್ಫ್ಯೂ ಸಂದರ್ಭದಲ್ಲಿ ಅಗತ್ಯ ಸೇವೆಗಳು ಮಾತ್ರ ಲಭ್ಯವಿರುತ್ತವೆ. ನಿಯಮ ಉಲ್ಲಂಘಿಸಿದವರ ವಿರುದ್ಧ ದಂಡ ವಿಧಿಸಲಾಗುವುದು. ಮದುವೆ ಸಮಾರಂಭಗಳಲ್ಲಿ 50ಕ್ಕಿಂತ ಹೆಚ್ಚು ಜನ ಸೇರುವಂತಿಲ್ಲ.: [263, 668, 342, 734]
paper-logo: [262, 8, 430, 38]
story-text: ರಾಜ್ಯದಲ್ಲಿ ಕೋವಿಡ್ ಪ್ರಕರಣಗಳು ತೀವ್ರವಾಗಿ ಏರಿಕೆಯಾಗುತ್ತಿರುವ ಹಿನ್ನೆಲೆಯಲ್ಲಿ ಆರೋಗ್ಯ ತುರ್ತು ಪರಿಸ್ಥಿತಿ ಘೋಷಿಸಬೇಕು ಎಂದು ಆಗ್ರಹಿಸಲಾಗಿದೆ. ಬಡವರಿಗೆ ಉಚಿತ ಚಿಕಿತ್ಸೆ ನೀಡಬೇಕು. ಖಾಸಗಿ ಆಸ್ಪತ್ರೆಗಳು ಹೆಚ್ಚಿನ ಶುಲ್ಕ ವಸೂಲಿ ಮಾಡದಂತೆ ಸರ್ಕಾರ ಕ್ರಮ ಕೈಗೊಳ್ಳಬೇಕು.: [408, 636, 484, 687]
photo-wall: [149, 105, 385, 145]
divider: [18, 305, 642, 306]
lead-byline: ಮಡಿಕೇರಿ: [79, 103, 97, 110]
story-text: ಕೋವಿಡ್ ಸೋಂಕು ಹರಡುವುದನ್ನು ತಡೆಯಲು ಜಿಲ್ಲೆಯಲ್ಲಿ ಕಟ್ಟುನಿಟ್ಟಿನ ನಿಯಮಗಳನ್ನು ಜಾರಿಗೊಳಿಸಲಾಗಿದೆ. ವಾರಾಂತ್ಯ ಕರ್ಫ್ಯೂ ಸಂದರ್ಭದಲ್ಲಿ ಅಗತ್ಯ ಸೇವೆಗಳು ಮಾತ್ರ ಲಭ್ಯವಿರುತ್ತವೆ. ನಿಯಮ ಉಲ್ಲಂಘಿಸಿದವರ ವಿರುದ್ಧ ದಂಡ ವಿಧಿಸಲಾಗುವುದು. ಮದುವೆ ಸಮಾರಂಭಗಳಲ್ಲಿ 50ಕ್ಕಿಂತ ಹೆಚ್ಚು ಜನ ಸೇರುವಂತಿಲ್ಲ.: [32, 475, 154, 511]
lead-body-right-4: ಕೋವಿಡ್ 19ರ ಎರಡನೇ ಅಲೆಯ ಹಿನ್ನೆಲೆಯಲ್ಲಿ ಜಿಲ್ಲೆಯಲ್ಲಿ ಕೋವಿಡ್ ಕೇರ್ ಸೆಂಟರ್ ಪ್ರಾರಂಭಿಸಲು ಜಿಲ್ಲಾಡಳಿತ ಅಗತ್ಯ ಕ್ರಮ ಕೈಗೊಂಡಿದೆ ಎಂದು ಜಿಲ್ಲಾಧಿಕಾರಿ ತಿಳಿಸಿದರು. ಜಿಲ್ಲೆಯ ಕೋವಿಡ್ ಆಸ್ಪತ್ರೆಯಲ್ಲಿ ಹಾಸಿಗೆಗಳ ಕೊರತೆ ಉಂಟಾಗದಂತೆ ಮುನ್ನೆಚ್ಚರಿಕೆ ವಹಿಸಲಾಗಿದೆ. ಸಾರ್ವಜನಿಕರು ಮಾಸ್ಕ್ ಧರಿಸುವುದು ಹಾಗೂ ಸಾಮಾಜಿಕ ಅಂತರ ಕಾಪಾಡುವುದು ಕಡ್ಡಾಯವಾಗಿದೆ.: [520, 127, 642, 171]
story-headline-folk-arts: 'ಜಾನಪದ ಕಲೆಗಳು ಸಂಸ್ಕೃತಿ ಉಳಿಸುವ ಸಾಧನಗಳಾಗಿವೆ': [32, 870, 321, 889]
